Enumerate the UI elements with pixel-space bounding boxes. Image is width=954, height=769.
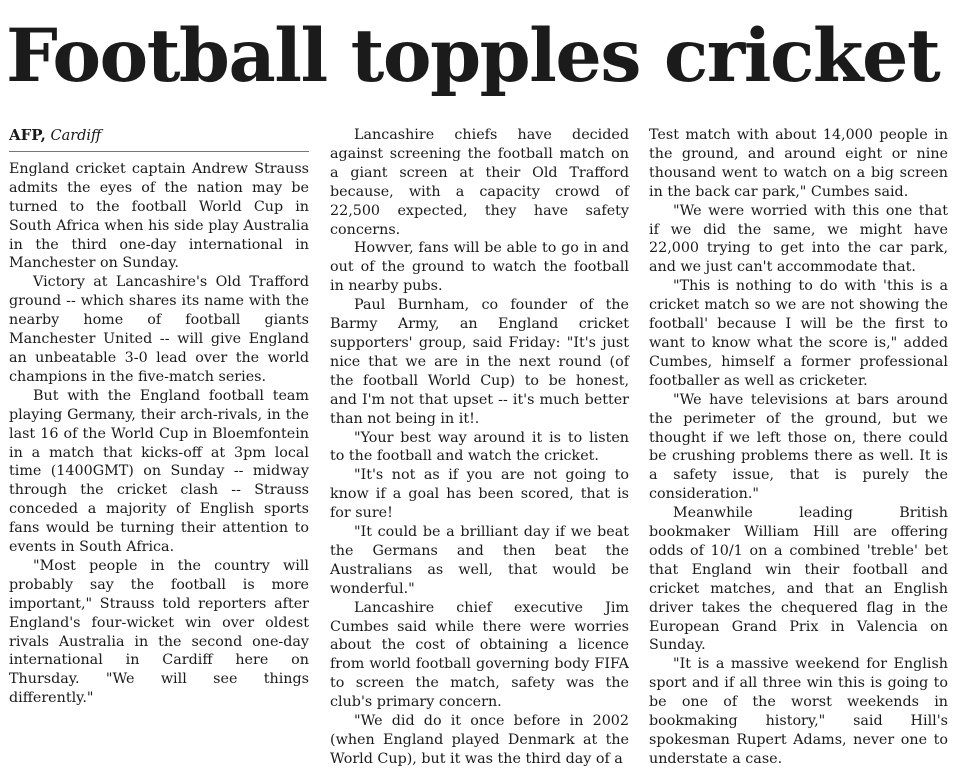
paragraph: "It's not as if you are not going to know if a goal has been scored, that is for sure! [330,467,629,522]
byline-city: Cardiff [50,128,102,144]
paragraph: "We did do it once before in 2002 (when England played Denmark at the World Cup), but it was the third day of a [330,713,629,767]
paragraph: Howver, fans will be able to go in and out of the ground to watch the football in nearby pubs. [330,240,629,295]
paragraph: "It could be a brilliant day if we beat the Germans and then beat the Australians as well, that would be wonderful." [330,524,629,597]
paragraph: "Your best way around it is to listen to the football and watch the cricket. [330,429,629,465]
paragraph: Lancashire chiefs have decided against screening the football match on a giant screen at their Old Trafford because, with a capacity crowd of 22,500 expected, they have safety concerns. [330,127,629,238]
paragraph: But with the England football team playing Germany, their arch-rivals, in the last 16 of the World Cup in Bloemfontein in a match that kicks-off at 3pm local time (1400GMT) on Sunday -- midway through the cricket clash -- Strauss conceded a majority of English sports fans would be turning their attention to events in South Africa. [9,387,309,556]
paragraph: Lancashire chief executive Jim Cumbes said while there were worries about the cost of obtaining a licence from world football governing body FIFA to screen the match, safety was the club's primary concern. [330,599,629,711]
paragraph: "It is a massive weekend for English sport and if all three win this is going to be one of the worst weekends in bookmaking history," said Hill's spokesman Rupert Adams, never one to understate a case. [649,656,948,767]
paragraph: Paul Burnham, co founder of the Barmy Army, an England cricket supporters' group, said Friday: "It's just nice that we are in the next round (of the football World Cup) to be honest, and I'm not that upset -- it's much better than not being in it!. [330,297,629,427]
byline [9,126,309,152]
paragraph-continued: Test match with about 14,000 people in the ground, and around eight or nine thousand went to watch on a big screen in the back car park," Cumbes said. [649,127,948,200]
byline-agency: AFP, [9,126,46,144]
article-column-3 [649,126,948,767]
paragraph: England cricket captain Andrew Strauss admits the eyes of the nation may be turned to the football World Cup in South Africa when his side play Australia in the third one-day international in Manchester on Sunday. [9,160,309,272]
paragraph: Meanwhile leading British bookmaker William Hill are offering odds of 10/1 on a combined 'treble' bet that England win their football and cricket matches, and that an English driver takes the chequered flag in the European Grand Prix in Valencia on Sunday. [649,505,948,654]
paragraph: Victory at Lancashire's Old Trafford ground -- which shares its name with the nearby home of football giants Manchester United -- will give England an unbeatable 3-0 lead over the world champions in the five-match series. [9,274,309,385]
article-column-1 [9,126,309,719]
paragraph: "We have televisions at bars around the perimeter of the ground, but we thought if we left those on, there could be crushing problems there as well. It is a safety issue, that is purely the consideration." [649,391,948,503]
article-column-2 [330,126,629,767]
paragraph: "We were worried with this one that if we did the same, we might have 22,000 trying to get into the car park, and we just can't accommodate that. [649,202,948,276]
paragraph: "Most people in the country will probably say the football is more important," Strauss told reporters after England's four-wicket win over oldest rivals Australia in the second one-day international in Cardiff here on Thursday. "We will see things differently." [9,557,309,707]
headline: Football topples cricket [6,13,940,99]
paragraph: "This is nothing to do with 'this is a cricket match so we are not showing the football' because I will be the first to want to know what the score is," added Cumbes, himself a former professional footballer as well as cricketer. [649,278,948,389]
